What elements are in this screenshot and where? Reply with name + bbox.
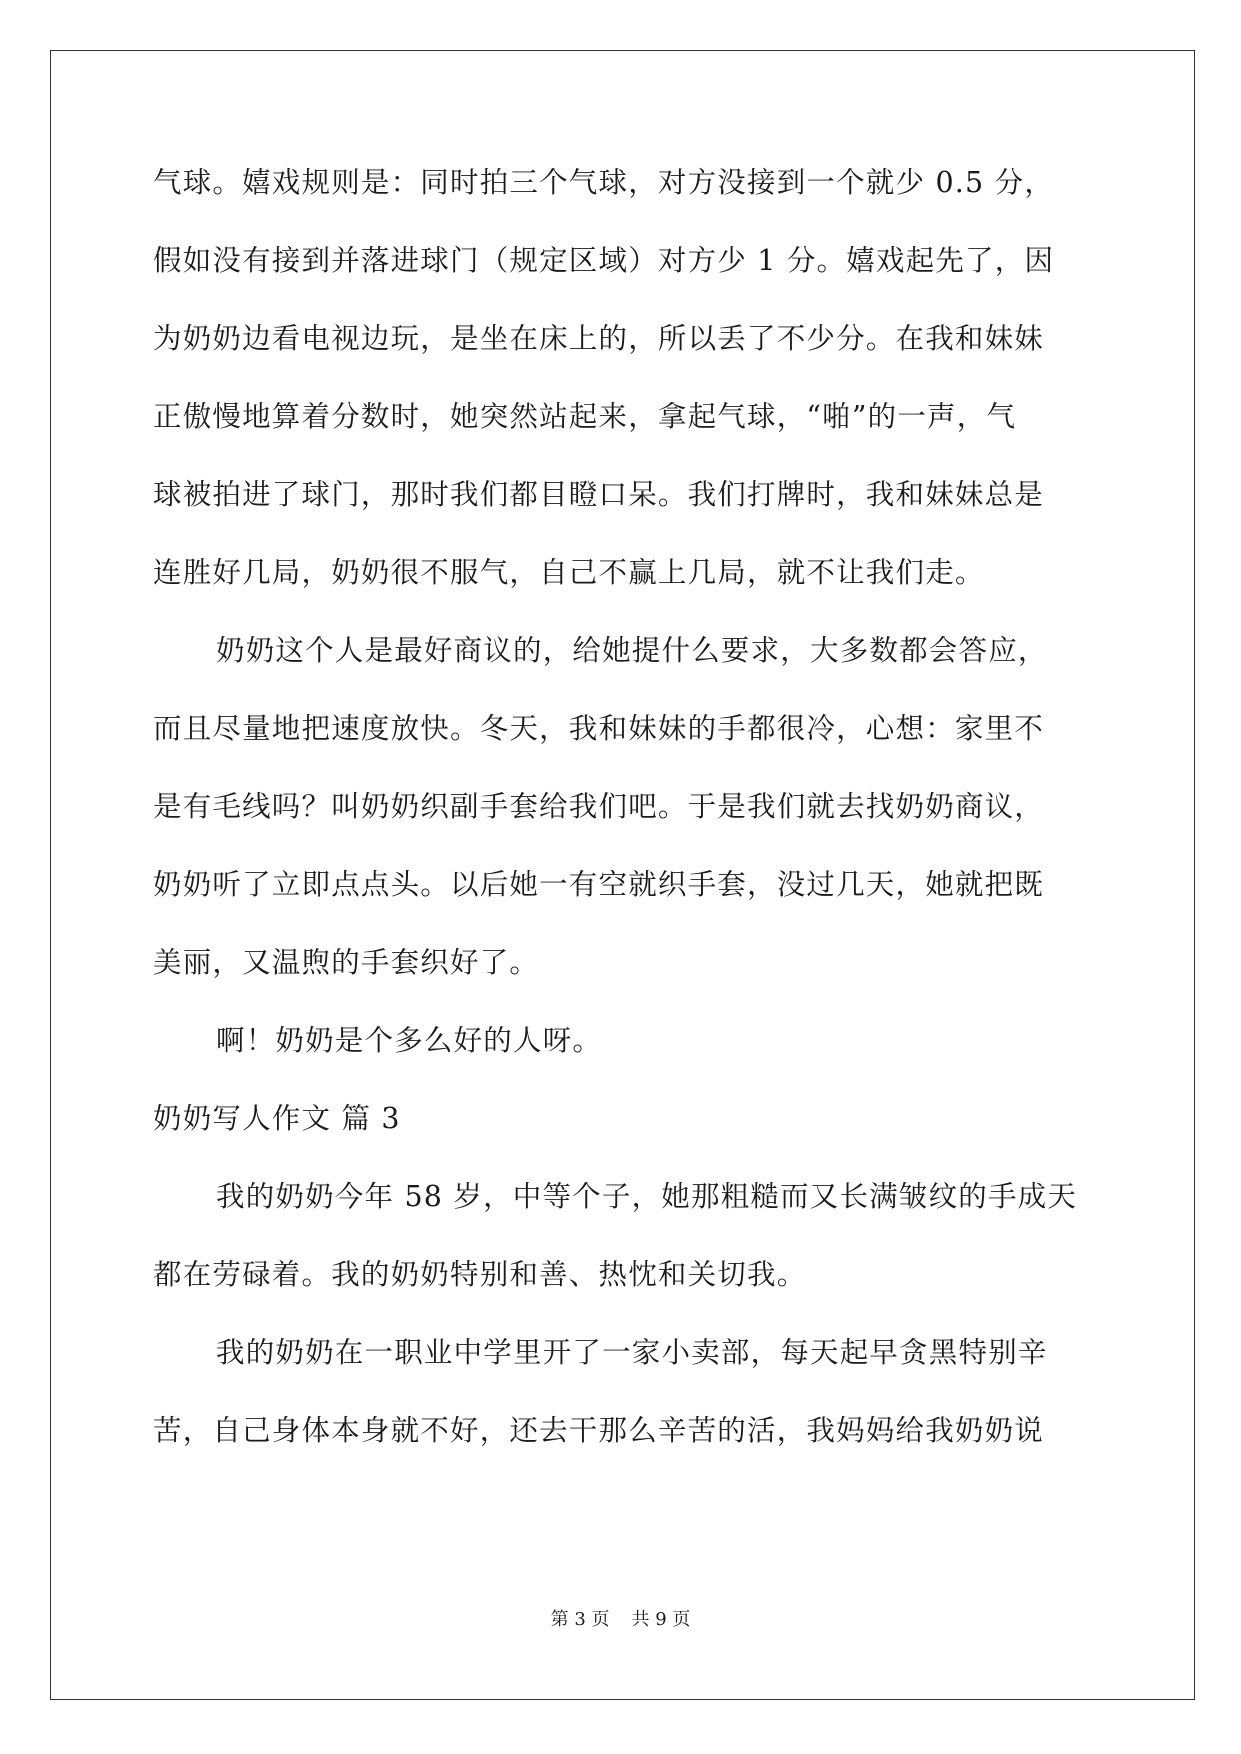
text-line: 为奶奶边看电视边玩，是坐在床上的，所以丢了不少分。在我和妹妹	[153, 322, 1045, 355]
text-line: 是有毛线吗？叫奶奶织副手套给我们吧。于是我们就去找奶奶商议，	[153, 790, 1045, 823]
text-line: 奶奶听了立即点点头。以后她一有空就织手套，没过几天，她就把既	[153, 868, 1045, 901]
text-line: 啊！奶奶是个多么好的人呀。	[216, 1024, 603, 1057]
page-number: 第 3 页	[550, 1609, 610, 1630]
text-line: 而且尽量地把速度放快。冬天，我和妹妹的手都很冷，心想：家里不	[153, 712, 1045, 745]
text-line: 连胜好几局，奶奶很不服气，自己不赢上几局，就不让我们走。	[153, 556, 985, 589]
text-line: 奶奶这个人是最好商议的，给她提什么要求，大多数都会答应，	[216, 634, 1048, 667]
text-line: 球被拍进了球门，那时我们都目瞪口呆。我们打牌时，我和妹妹总是	[153, 478, 1045, 511]
text-line: 苦，自己身体本身就不好，还去干那么辛苦的活，我妈妈给我奶奶说	[153, 1414, 1045, 1447]
text-line: 我的奶奶在一职业中学里开了一家小卖部，每天起早贪黑特别辛	[216, 1336, 1048, 1369]
page-total: 共 9 页	[631, 1609, 691, 1630]
text-line: 气球。嬉戏规则是：同时拍三个气球，对方没接到一个就少 0.5 分，	[153, 166, 1055, 199]
section-heading: 奶奶写人作文 篇 3	[153, 1102, 401, 1135]
text-line: 假如没有接到并落进球门（规定区域）对方少 1 分。嬉戏起先了，因	[153, 244, 1055, 277]
text-line: 都在劳碌着。我的奶奶特别和善、热忱和关切我。	[153, 1258, 807, 1291]
page-footer	[0, 1605, 1241, 1631]
text-line: 我的奶奶今年 58 岁，中等个子，她那粗糙而又长满皱纹的手成天	[216, 1180, 1078, 1213]
text-line: 正傲慢地算着分数时，她突然站起来，拿起气球，“啪”的一声，气	[153, 400, 1017, 433]
text-line: 美丽，又温煦的手套织好了。	[153, 946, 540, 979]
